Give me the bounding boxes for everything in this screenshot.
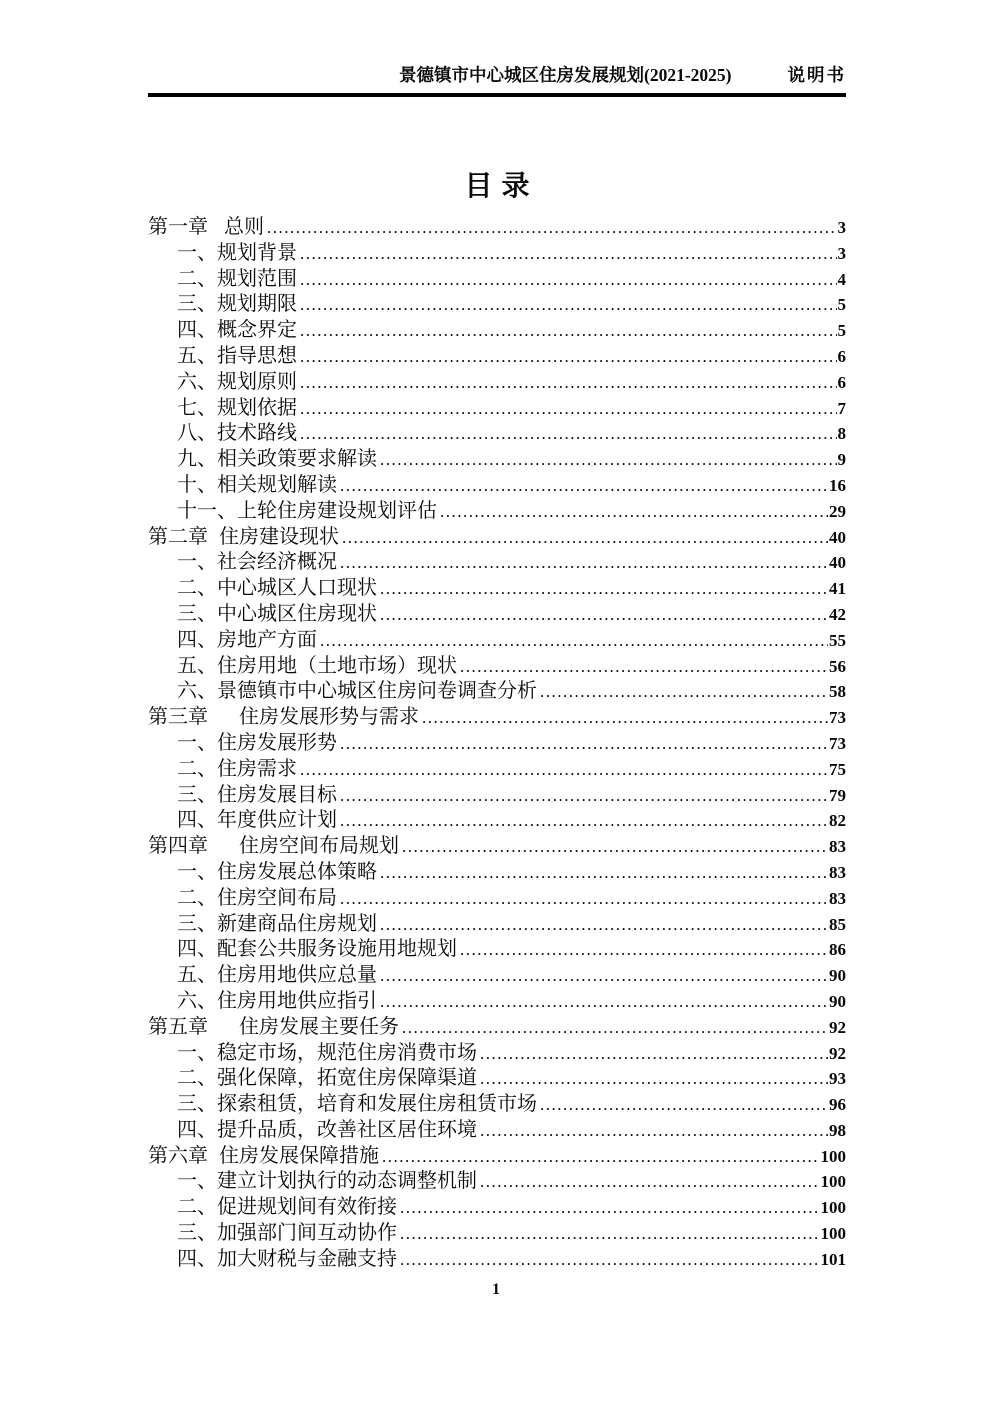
dot-leader (300, 241, 837, 267)
toc-entry-title: 六、规划原则 (177, 370, 297, 393)
toc-entry (148, 1015, 846, 1041)
toc-entry-title: 三、加强部门间互动协作 (177, 1222, 397, 1245)
toc-entry-page: 40 (829, 527, 846, 547)
dot-leader (380, 989, 828, 1015)
toc-entry-page: 5 (837, 321, 846, 341)
toc-entry-page: 96 (829, 1095, 846, 1115)
toc-entry (148, 628, 846, 654)
toc-entry-title: 三、新建商品住房规划 (177, 912, 377, 935)
dot-leader (342, 525, 828, 551)
dot-leader (402, 834, 828, 860)
toc-entry (148, 396, 846, 422)
dot-leader (300, 421, 837, 447)
dot-leader (340, 783, 828, 809)
dot-leader (300, 344, 837, 370)
toc-entry (148, 370, 846, 396)
toc-entry-title: 四、提升品质，改善社区居住环境 (177, 1118, 477, 1141)
header-doc-title: 景德镇市中心城区住房发展规划(2021-2025) (399, 65, 732, 85)
toc-entry (148, 318, 846, 344)
toc-entry-title: 六、景德镇市中心城区住房问卷调查分析 (177, 680, 537, 703)
footer-page-number: 1 (492, 1281, 500, 1298)
dot-leader (267, 215, 837, 241)
toc-entry (148, 576, 846, 602)
dot-leader (422, 705, 828, 731)
toc-entry-title: 二、住房空间布局 (177, 886, 337, 909)
toc-entry-label: 第二章 (148, 525, 208, 548)
toc-entry-page: 16 (829, 475, 846, 495)
dot-leader (320, 628, 828, 654)
toc-entry-title: 十一、上轮住房建设规划评估 (177, 499, 437, 522)
dot-leader (340, 731, 828, 757)
toc-entry (148, 447, 846, 473)
toc-entry-title: 四、房地产方面 (177, 628, 317, 651)
toc-entry-page: 73 (829, 733, 846, 753)
toc-entry (148, 1066, 846, 1092)
toc-entry (148, 654, 846, 680)
toc-entry (148, 215, 846, 241)
dot-leader (300, 292, 837, 318)
toc-entry-title: 一、住房发展形势 (177, 731, 337, 754)
toc-entry-title: 住房建设现状 (219, 525, 339, 548)
dot-leader (380, 860, 828, 886)
dot-leader (380, 912, 828, 938)
toc-entry-page: 5 (837, 295, 846, 315)
toc-list (148, 215, 846, 1273)
toc-entry-page: 55 (829, 630, 846, 650)
toc-entry (148, 1118, 846, 1144)
toc-entry-page: 56 (829, 656, 846, 676)
toc-entry (148, 989, 846, 1015)
dot-leader (480, 1066, 828, 1092)
toc-entry-title: 三、探索租赁，培育和发展住房租赁市场 (177, 1093, 537, 1116)
toc-entry-title: 一、规划背景 (177, 241, 297, 264)
toc-entry-title: 六、住房用地供应指引 (177, 989, 377, 1012)
toc-entry-title: 总则 (224, 216, 264, 238)
toc-entry-title: 三、中心城区住房现状 (177, 602, 377, 625)
toc-entry (148, 731, 846, 757)
toc-entry (148, 963, 846, 989)
toc-entry-label: 第五章 (148, 1015, 208, 1038)
toc-entry-page: 9 (837, 450, 846, 470)
toc-entry (148, 757, 846, 783)
toc-entry (148, 602, 846, 628)
toc-entry (148, 1221, 846, 1247)
toc-entry-title: 五、指导思想 (177, 344, 297, 367)
dot-leader (300, 396, 837, 422)
dot-leader (300, 370, 837, 396)
toc-entry (148, 679, 846, 705)
toc-entry (148, 241, 846, 267)
toc-entry (148, 1092, 846, 1118)
toc-entry-page: 75 (829, 759, 846, 779)
dot-leader (380, 576, 828, 602)
page-header-row (148, 62, 846, 88)
toc-entry (148, 1195, 846, 1221)
toc-entry-title: 四、年度供应计划 (177, 809, 337, 832)
toc-entry (148, 937, 846, 963)
page-title: 目录 (464, 171, 539, 202)
dot-leader (382, 1144, 820, 1170)
toc-entry-page: 40 (829, 553, 846, 573)
toc-entry (148, 705, 846, 731)
toc-entry (148, 1144, 846, 1170)
dot-leader (340, 886, 828, 912)
toc-entry-page: 93 (829, 1069, 846, 1089)
dot-leader (460, 654, 828, 680)
toc-entry (148, 834, 846, 860)
toc-entry (148, 783, 846, 809)
toc-entry-page: 90 (829, 966, 846, 986)
toc-entry-page: 83 (829, 837, 846, 857)
toc-entry-label: 第三章 (148, 706, 208, 729)
toc-entry-page: 85 (829, 914, 846, 934)
toc-entry (148, 1041, 846, 1067)
header-doc-type: 说明书 (787, 65, 846, 85)
toc-entry-page: 6 (837, 372, 846, 392)
toc-entry-page: 83 (829, 888, 846, 908)
toc-entry-title: 七、规划依据 (177, 396, 297, 419)
document-page (148, 0, 846, 1273)
page-header (148, 0, 846, 97)
toc-entry-page: 101 (820, 1249, 846, 1269)
toc-entry-page: 3 (837, 243, 846, 263)
toc-entry-title: 二、促进规划间有效衔接 (177, 1196, 397, 1219)
toc-entry-title: 九、相关政策要求解读 (177, 448, 377, 471)
toc-entry-title: 住房发展形势与需求 (239, 706, 419, 729)
dot-leader (380, 963, 828, 989)
toc-entry (148, 808, 846, 834)
dot-leader (300, 318, 837, 344)
toc-entry-title: 二、规划范围 (177, 267, 297, 290)
toc-entry (148, 292, 846, 318)
toc-entry-title: 一、住房发展总体策略 (177, 860, 377, 883)
toc-entry-title: 一、稳定市场，规范住房消费市场 (177, 1041, 477, 1064)
dot-leader (340, 550, 828, 576)
toc-entry-page: 7 (837, 398, 846, 418)
toc-entry-title: 四、概念界定 (177, 319, 297, 342)
dot-leader (400, 1221, 820, 1247)
dot-leader (380, 447, 837, 473)
toc-entry-page: 98 (829, 1120, 846, 1140)
dot-leader (300, 757, 828, 783)
toc-entry-title: 三、规划期限 (177, 293, 297, 316)
toc-entry (148, 267, 846, 293)
toc-entry-page: 82 (829, 811, 846, 831)
dot-leader (340, 473, 828, 499)
toc-entry-title: 住房发展主要任务 (239, 1015, 399, 1038)
dot-leader (480, 1169, 820, 1195)
dot-leader (460, 937, 828, 963)
toc-entry-label: 第四章 (148, 835, 208, 858)
toc-entry-label: 第六章 (148, 1144, 208, 1167)
toc-entry-page: 100 (820, 1198, 846, 1218)
toc-entry-page: 58 (829, 682, 846, 702)
toc-entry-title: 二、强化保障，拓宽住房保障渠道 (177, 1067, 477, 1090)
toc-entry-label: 第一章 (148, 216, 208, 238)
toc-entry (148, 860, 846, 886)
toc-entry-page: 29 (829, 501, 846, 521)
toc-entry-page: 83 (829, 862, 846, 882)
toc-entry-title: 二、中心城区人口现状 (177, 577, 377, 600)
toc-entry (148, 550, 846, 576)
dot-leader (540, 679, 828, 705)
toc-entry-title: 一、社会经济概况 (177, 551, 337, 574)
toc-entry-page: 79 (829, 785, 846, 805)
toc-entry-title: 八、技术路线 (177, 422, 297, 445)
dot-leader (480, 1041, 828, 1067)
toc-entry (148, 1247, 846, 1273)
toc-entry-title: 五、住房用地（土地市场）现状 (177, 654, 457, 677)
toc-entry (148, 886, 846, 912)
dot-leader (440, 499, 828, 525)
toc-entry-title: 四、加大财税与金融支持 (177, 1247, 397, 1270)
toc-entry-page: 73 (829, 708, 846, 728)
toc-entry-page: 100 (820, 1224, 846, 1244)
header-rule (148, 93, 846, 97)
dot-leader (540, 1092, 828, 1118)
toc-entry-title: 住房空间布局规划 (239, 835, 399, 858)
toc-entry-page: 8 (837, 424, 846, 444)
toc-entry-page: 42 (829, 604, 846, 624)
toc-entry (148, 421, 846, 447)
toc-entry-page: 100 (820, 1146, 846, 1166)
toc-entry-title: 四、配套公共服务设施用地规划 (177, 938, 457, 961)
toc-entry (148, 344, 846, 370)
dot-leader (480, 1118, 828, 1144)
toc-entry-page: 92 (829, 1043, 846, 1063)
toc-entry-page: 92 (829, 1017, 846, 1037)
toc-entry-title: 十、相关规划解读 (177, 473, 337, 496)
toc-entry-page: 3 (837, 218, 846, 237)
toc-entry (148, 499, 846, 525)
dot-leader (300, 267, 837, 293)
dot-leader (380, 602, 828, 628)
toc-entry-page: 86 (829, 940, 846, 960)
toc-entry-title: 五、住房用地供应总量 (177, 964, 377, 987)
toc-entry-title: 住房发展保障措施 (219, 1144, 379, 1167)
toc-entry-title: 三、住房发展目标 (177, 783, 337, 806)
toc-entry-page: 90 (829, 991, 846, 1011)
dot-leader (400, 1195, 820, 1221)
toc-entry-title: 二、住房需求 (177, 757, 297, 780)
toc-entry-page: 41 (829, 579, 846, 599)
toc-entry (148, 473, 846, 499)
toc-entry (148, 525, 846, 551)
toc-entry (148, 912, 846, 938)
toc-entry-page: 100 (820, 1172, 846, 1192)
toc-entry-page: 6 (837, 346, 846, 366)
toc-entry (148, 1169, 846, 1195)
dot-leader (340, 808, 828, 834)
toc-entry-page: 4 (837, 269, 846, 289)
toc-entry-title: 一、建立计划执行的动态调整机制 (177, 1170, 477, 1193)
dot-leader (402, 1015, 828, 1041)
dot-leader (400, 1247, 820, 1273)
